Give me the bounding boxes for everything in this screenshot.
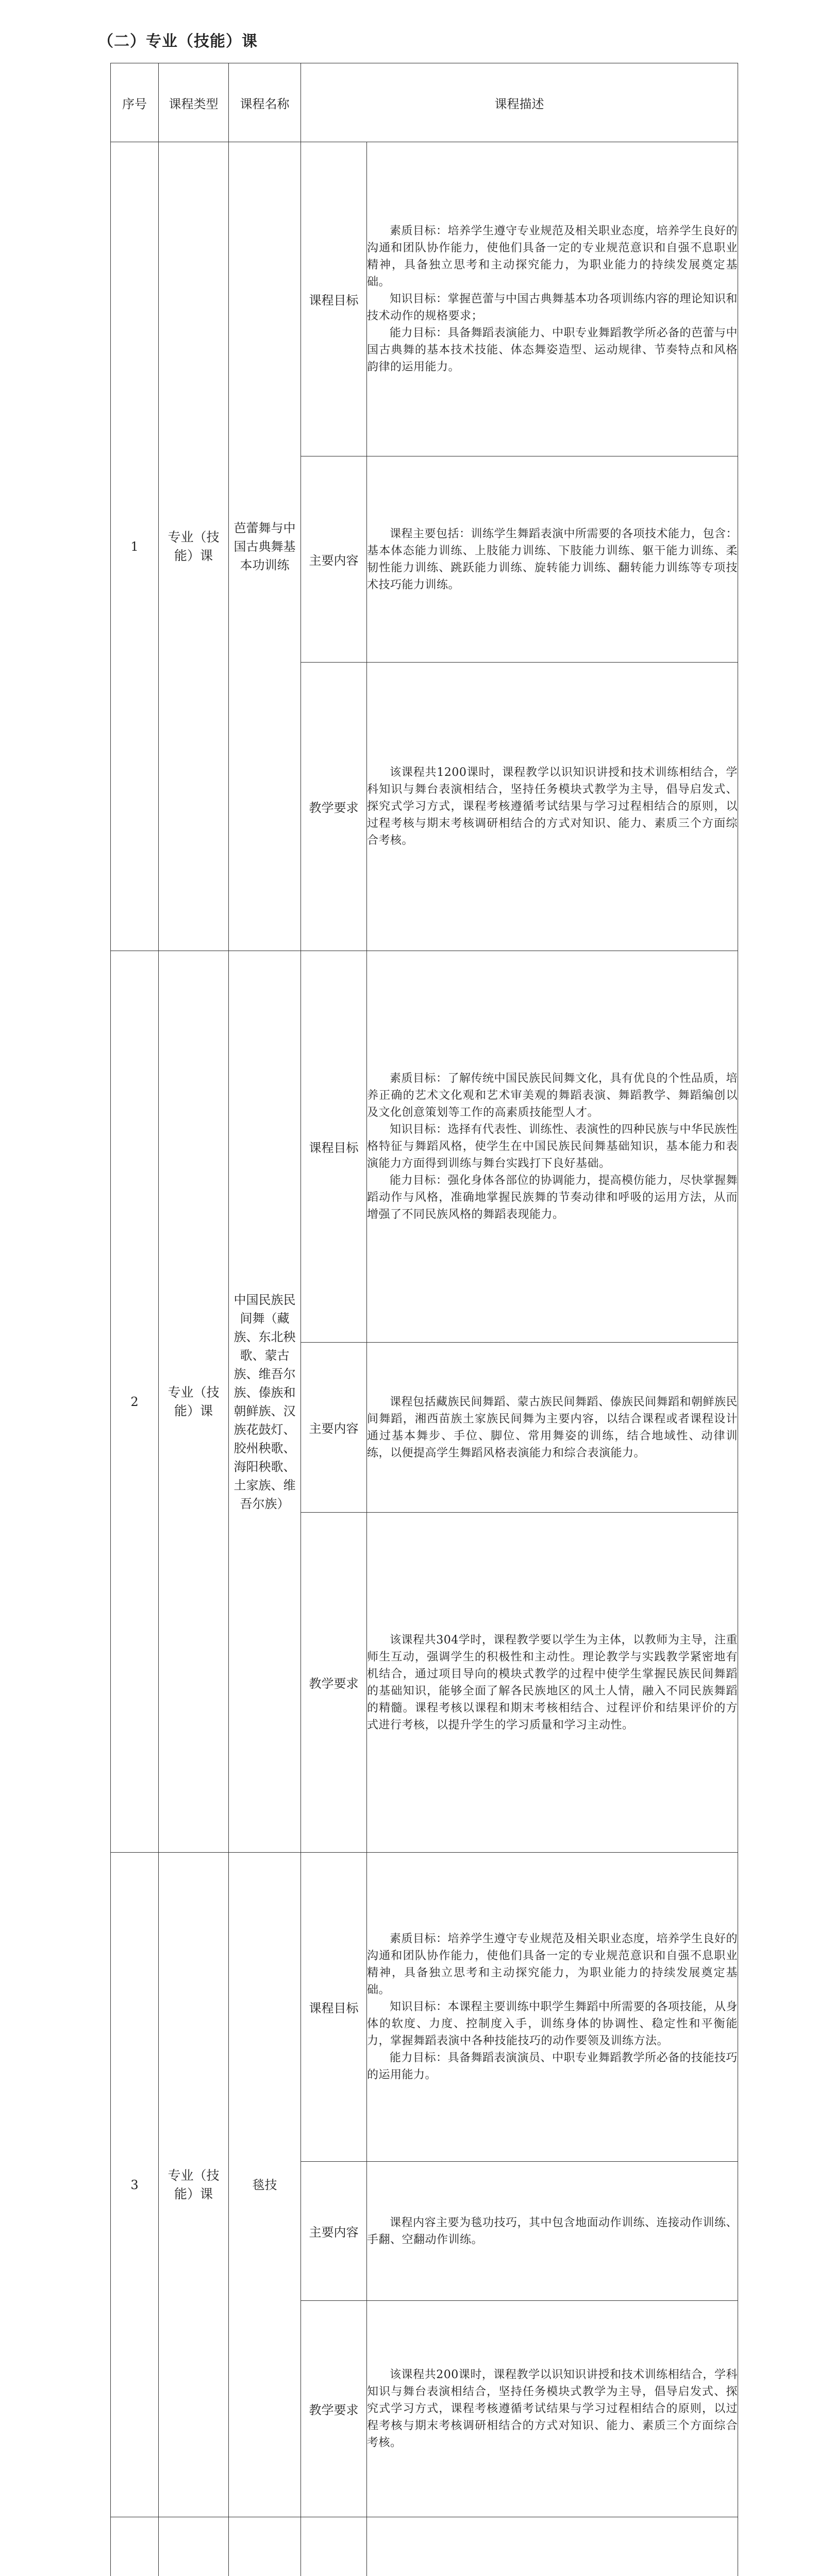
header-num: 序号 — [111, 63, 159, 142]
course-num — [111, 2517, 159, 2576]
description-paragraph: 能力目标：具备舞蹈表演能力、中职专业舞蹈教学所必备的芭蕾与中国古典舞的基本技术技能、体态舞姿造型、运动规律、节奏特点和风格韵律的运用能力。 — [367, 327, 738, 374]
description-paragraph: 能力目标：具备舞蹈表演演员、中职专业舞蹈教学所必备的技能技巧的运用能力。 — [367, 2052, 738, 2081]
description-paragraph: 素质目标：培养学生遵守专业规范及相关职业态度，培养学生良好的沟通和团队协作能力，使他们具备一定的专业规范意识和自强不息职业精神，具备独立思考和主动探究能力，为职业能力的持续发展奠定基础。 — [367, 225, 738, 289]
course-table — [110, 63, 738, 2576]
table-header-row — [111, 63, 738, 142]
description-paragraph: 课程主要包括：训练学生舞蹈表演中所需要的各项技术能力，包含：基本体态能力训练、上肢能力训练、下肢能力训练、躯干能力训练、柔韧性能力训练、跳跃能力训练、旋转能力训练、翻转能力训练等专项技术技巧能力训练。 — [367, 527, 738, 591]
subsection-label: 课程目标 — [301, 951, 367, 1343]
table-row — [111, 1853, 738, 2162]
subsection-label: 主要内容 — [301, 2162, 367, 2301]
subsection-label: 教学要求 — [301, 2301, 367, 2517]
course-description — [367, 663, 738, 951]
subsection-label: 课程目标 — [301, 1853, 367, 2162]
course-description — [367, 951, 738, 1343]
course-type — [159, 2517, 229, 2576]
table-row — [111, 2517, 738, 2576]
description-paragraph: 课程包括藏族民间舞蹈、蒙古族民间舞蹈、傣族民间舞蹈和朝鲜族民间舞蹈，湘西苗族土家族民间舞为主要内容，以结合课程或者课程设计通过基本舞步、手位、脚位、常用舞姿的训练，结合地域性、动律训练，以便提高学生舞蹈风格表演能力和综合表演能力。 — [367, 1395, 738, 1460]
header-type: 课程类型 — [159, 63, 229, 142]
course-description — [367, 1513, 738, 1853]
description-paragraph: 知识目标：选择有代表性、训练性、表演性的四种民族与中华民族性格特征与舞蹈风格，使学生在中国民族民间舞基础知识，基本能力和表演能力方面得到训练与舞台实践打下良好基础。 — [367, 1123, 738, 1170]
course-description — [367, 2517, 738, 2576]
subsection-label: 教学要求 — [301, 663, 367, 951]
description-paragraph: 素质目标：培养学生遵守专业规范及相关职业态度，培养学生良好的沟通和团队协作能力，使他们具备一定的专业规范意识和自强不息职业精神，具备独立思考和主动探究能力，为职业能力的持续发展奠定基础。 — [367, 1933, 738, 1996]
header-desc: 课程描述 — [301, 63, 738, 142]
course-name: 毯技 — [229, 1853, 301, 2517]
subsection-label: 主要内容 — [301, 1343, 367, 1513]
course-type: 专业（技能）课 — [159, 1853, 229, 2517]
course-description — [367, 2301, 738, 2517]
subsection-label: 教学要求 — [301, 1513, 367, 1853]
description-paragraph: 该课程共1200课时，课程教学以识知识讲授和技术训练相结合，学科知识与舞台表演相结合，坚持任务模块式教学为主导，倡导启发式、探究式学习方式，课程考核遵循考试结果与学习过程相结合的原则，以过程考核与期末考核调研相结合的方式对知识、能力、素质三个方面综合考核。 — [367, 766, 738, 847]
course-num: 1 — [111, 142, 159, 951]
subsection-label: 主要内容 — [301, 456, 367, 663]
description-paragraph: 能力目标：强化身体各部位的协调能力，提高模仿能力，尽快掌握舞蹈动作与风格，准确地掌握民族舞的节奏动律和呼吸的运用方法，从而增强了不同民族风格的舞蹈表现能力。 — [367, 1174, 738, 1221]
description-paragraph: 该课程共200课时，课程教学以识知识讲授和技术训练相结合，学科知识与舞台表演相结合，坚持任务模块式教学为主导，倡导启发式、探究式学习方式，课程考核遵循考试结果与学习过程相结合的原则，以过程考核与期末考核调研相结合的方式对知识、能力、素质三个方面综合考核。 — [367, 2368, 738, 2449]
course-description — [367, 456, 738, 663]
description-paragraph: 知识目标：掌握芭蕾与中国古典舞基本功各项训练内容的理论知识和技术动作的规格要求； — [367, 293, 738, 323]
course-description — [367, 1853, 738, 2162]
course-description — [367, 1343, 738, 1513]
course-num: 3 — [111, 1853, 159, 2517]
description-paragraph: 素质目标：了解传统中国民族民间舞文化，具有优良的个性品质，培养正确的艺术文化观和艺术审美观的舞蹈表演、舞蹈教学、舞蹈编创以及文化创意策划等工作的高素质技能型人才。 — [367, 1072, 738, 1119]
table-row — [111, 951, 738, 1343]
course-table-body — [111, 142, 738, 2576]
course-description — [367, 142, 738, 456]
course-type: 专业（技能）课 — [159, 951, 229, 1853]
table-row — [111, 142, 738, 456]
course-name — [229, 2517, 301, 2576]
subsection-label: 课程目标 — [301, 142, 367, 456]
course-name: 芭蕾舞与中国古典舞基本功训练 — [229, 142, 301, 951]
course-description — [367, 2162, 738, 2301]
section-heading: （二）专业（技能）课 — [98, 32, 258, 50]
description-paragraph: 知识目标：本课程主要训练中职学生舞蹈中所需要的各项技能，从身体的软度、力度、控制度入手，训练身体的协调性、稳定性和平衡能力，掌握舞蹈表演中各种技能技巧的动作要领及训练方法。 — [367, 2001, 738, 2047]
subsection-label — [301, 2517, 367, 2576]
description-paragraph: 课程内容主要为毯功技巧，其中包含地面动作训练、连接动作训练、手翻、空翻动作训练。 — [367, 2216, 738, 2246]
header-name: 课程名称 — [229, 63, 301, 142]
course-type: 专业（技能）课 — [159, 142, 229, 951]
course-name: 中国民族民间舞（藏族、东北秧歌、蒙古族、维吾尔族、傣族和朝鲜族、汉族花鼓灯、胶州秧歌、海阳秧歌、土家族、维吾尔族） — [229, 951, 301, 1853]
description-paragraph: 该课程共304学时，课程教学要以学生为主体，以教师为主导，注重师生互动，强调学生的积极性和主动性。理论教学与实践教学紧密地有机结合，通过项目导向的模块式教学的过程中使学生掌握民族民间舞蹈的基础知识，能够全面了解各民族地区的风土人情，融入不同民族舞蹈的精髓。课程考核以课程和期末考核相结合、过程评价和结果评价的方式进行考核，以提升学生的学习质量和学习主动性。 — [367, 1633, 738, 1732]
course-num: 2 — [111, 951, 159, 1853]
